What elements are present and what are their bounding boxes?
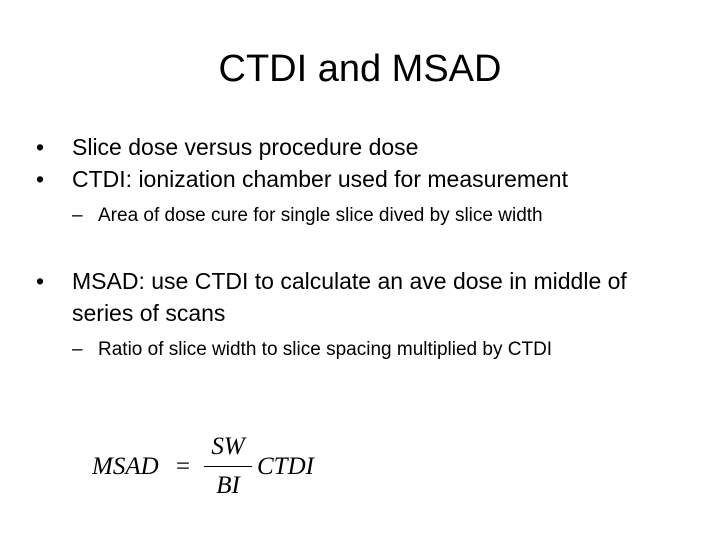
bullet-marker: • [36,268,45,294]
formula-fraction [204,432,252,501]
sub-bullet-marker: – [72,205,83,226]
bullet-marker: • [36,166,45,192]
formula-equals: = [176,453,191,480]
sub-bullet-text: Area of dose cure for single slice dived by slice width [98,205,543,226]
bullet-marker: • [36,134,45,160]
sub-bullet-marker: – [72,339,83,360]
bullet-text: MSAD: use CTDI to calculate an ave dose in middle of series of scans [72,268,627,326]
bullet-text: CTDI: ionization chamber used for measurement [72,166,568,192]
spacer [36,329,686,337]
bullet-item [36,131,686,163]
slide-title: CTDI and MSAD [218,48,502,90]
formula-rhs: CTDI [257,453,314,480]
fraction-bar [204,466,252,467]
bullet-item [36,163,686,195]
msad-formula [92,432,352,506]
formula-numerator: SW [211,433,245,460]
bullet-item [36,265,686,329]
sub-bullet-item [36,203,686,229]
formula-lhs: MSAD [92,453,159,480]
bullet-list [36,131,686,363]
formula-denominator: BI [216,472,240,499]
sub-bullet-text: Ratio of slice width to slice spacing multiplied by CTDI [98,339,553,360]
spacer [36,195,686,203]
bullet-text: Slice dose versus procedure dose [72,134,419,160]
spacer [36,229,686,265]
sub-bullet-item [36,337,686,363]
